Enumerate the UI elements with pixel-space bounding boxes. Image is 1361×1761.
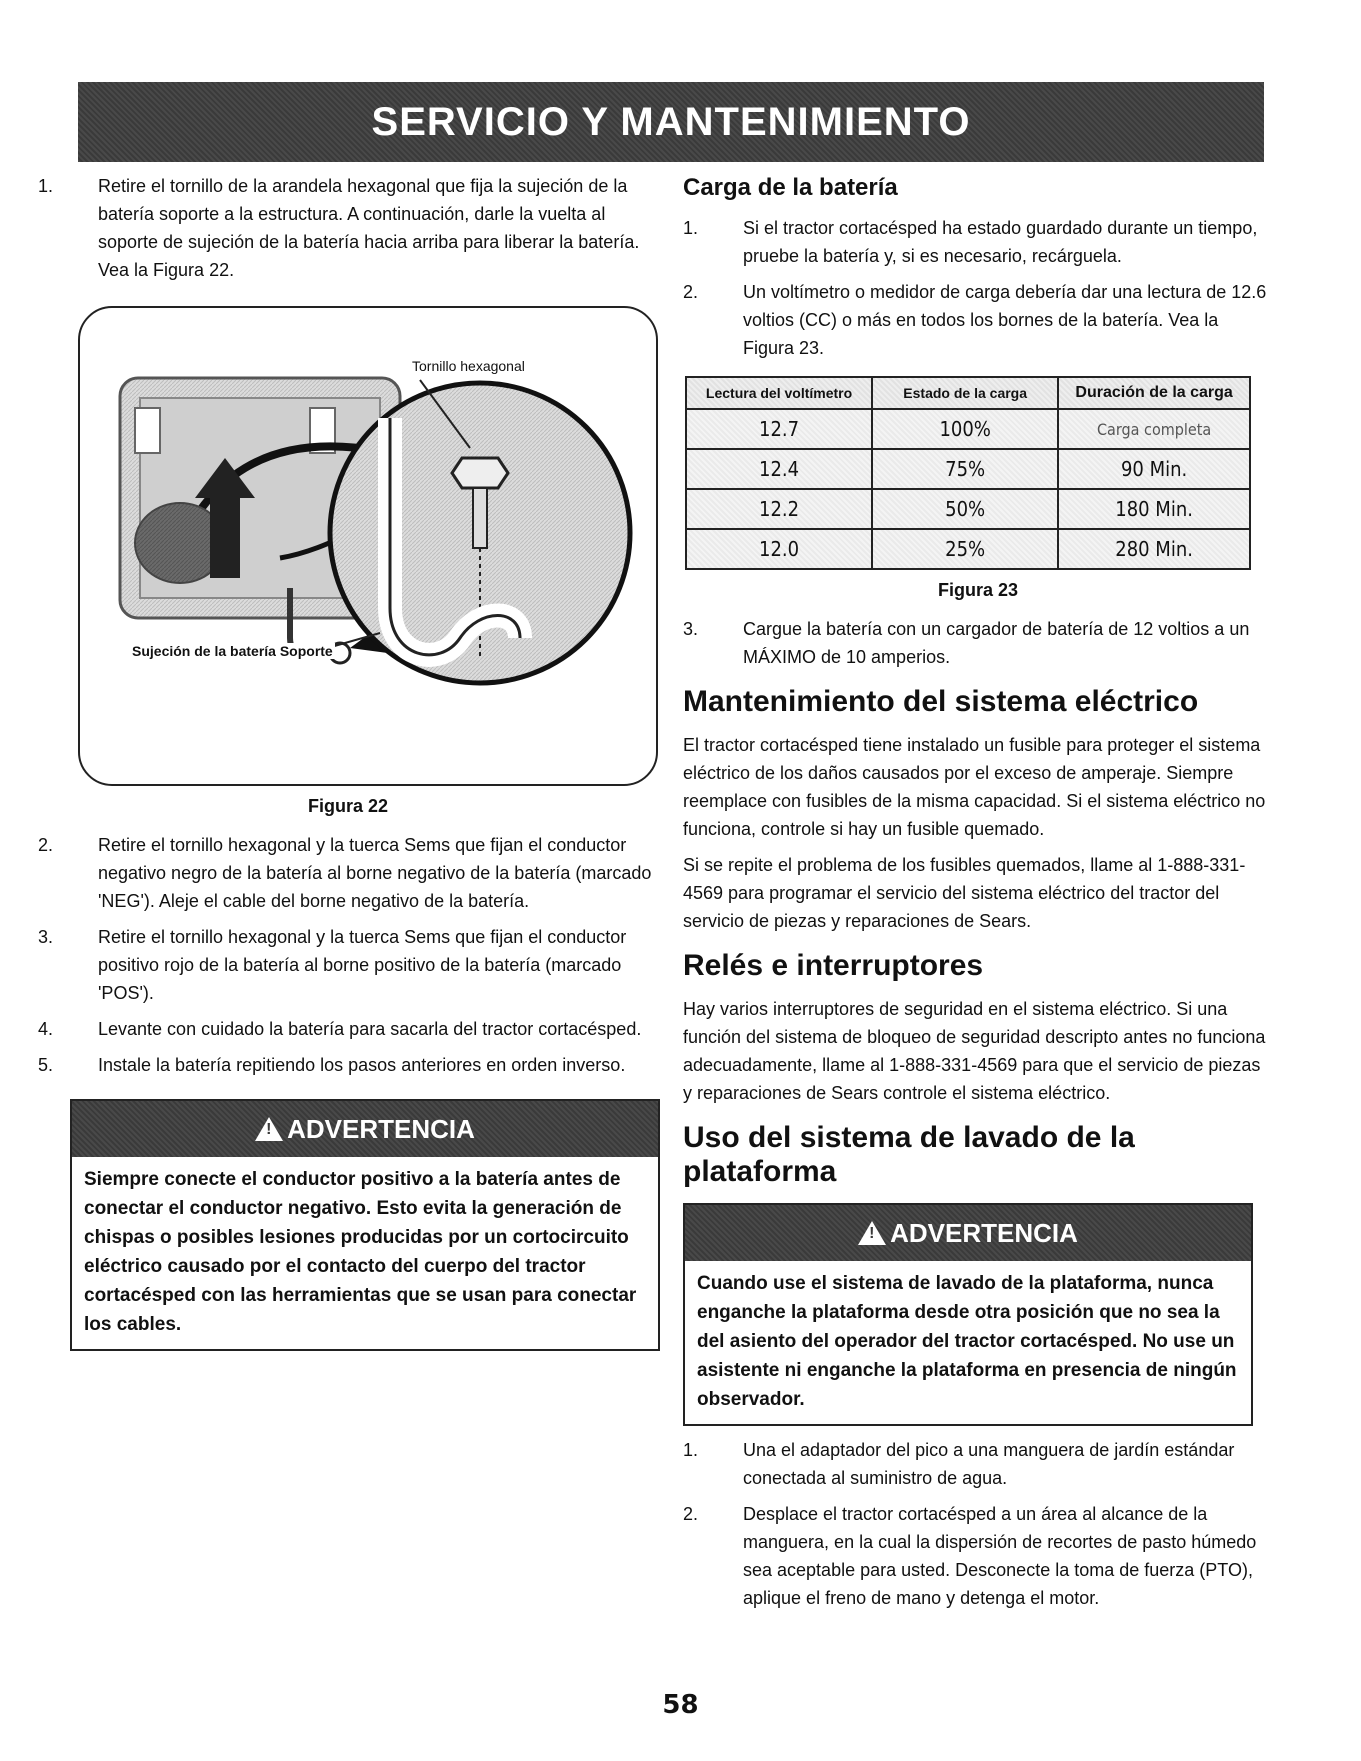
step-number: 2.	[683, 1504, 699, 1524]
step-text: Levante con cuidado la batería para sacarla del tractor cortacésped.	[98, 1019, 642, 1039]
list-item	[38, 831, 658, 915]
table-cell: 12.4	[686, 449, 872, 489]
section-banner	[78, 82, 1264, 162]
table-cell: 90 Min.	[1058, 449, 1250, 489]
column-header: Lectura del voltímetro	[686, 377, 872, 409]
step-text: Instale la batería repitiendo los pasos anteriores en orden inverso.	[98, 1055, 626, 1075]
paragraph: Si se repite el problema de los fusibles quemados, llame al 1-888-331-4569 para programar el servicio del sistema eléctrico del tractor del servicio de piezas y reparaciones de Sears.	[683, 855, 1246, 931]
paragraph: El tractor cortacésped tiene instalado un fusible para proteger el sistema eléctrico de los daños causados por el exceso de amperaje. Siempre reemplace con fusibles de la misma capacidad. Si el sistema eléctrico no funciona, controle si hay un fusible quemado.	[683, 735, 1266, 839]
list-item	[38, 172, 658, 284]
table-row	[686, 529, 1250, 569]
warning-title: ADVERTENCIA	[890, 1217, 1078, 1248]
step-number: 4.	[38, 1019, 54, 1039]
heading-relays-switches: Relés e interruptores	[683, 949, 984, 982]
step-text: Retire el tornillo de la arandela hexagonal que fija la sujeción de la batería soporte a la estructura. A continuación, darle la vuelta al soporte de sujeción de la batería hacia arriba para liberar la batería. Vea la Figura 22.	[98, 176, 640, 280]
list-item	[683, 214, 1273, 270]
list-item	[683, 615, 1273, 671]
warning-header	[72, 1101, 658, 1157]
table-cell: 12.7	[686, 409, 872, 449]
voltage-table	[685, 376, 1251, 570]
list-item	[38, 923, 658, 1007]
step-text: Retire el tornillo hexagonal y la tuerca Sems que fijan el conductor positivo rojo de la batería al borne positivo de la batería (marcado 'POS').	[98, 927, 627, 1003]
step-number: 1.	[683, 1440, 699, 1460]
step-text: Un voltímetro o medidor de carga debería dar una lectura de 12.6 voltios (CC) o más en todos los bornes de la batería. Vea la Figura 23.	[743, 282, 1267, 358]
page-title: SERVICIO Y MANTENIMIENTO	[371, 99, 971, 144]
page-number: 58	[662, 1690, 699, 1720]
warning-title: ADVERTENCIA	[287, 1113, 475, 1144]
step-text: Cargue la batería con un cargador de batería de 12 voltios a un MÁXIMO de 10 amperios.	[743, 619, 1250, 667]
table-cell: 12.2	[686, 489, 872, 529]
battery-bracket-illustration	[80, 308, 656, 784]
table-cell: 50%	[872, 489, 1058, 529]
table-cell: 12.0	[686, 529, 872, 569]
list-item	[683, 1500, 1273, 1612]
step-text: Desplace el tractor cortacésped a un área al alcance de la manguera, en la cual la dispersión de recortes de pasto húmedo sea aceptable para usted. Desconecte la toma de fuerza (PTO), aplique el freno de mano y detenga el motor.	[743, 1504, 1257, 1608]
list-item	[38, 1051, 658, 1079]
list-item	[683, 1436, 1273, 1492]
heading-battery-charge: Carga de la batería	[683, 174, 898, 201]
table-row	[686, 449, 1250, 489]
step-number: 2.	[683, 282, 699, 302]
heading-deck-wash: Uso del sistema de lavado de la plataforma	[683, 1121, 1135, 1188]
table-cell: 280 Min.	[1058, 529, 1250, 569]
warning-box	[70, 1099, 660, 1351]
figure-22	[78, 306, 658, 786]
left-column	[38, 172, 658, 1351]
warning-box	[683, 1203, 1253, 1426]
step-number: 1.	[683, 218, 699, 238]
table-cell: 75%	[872, 449, 1058, 489]
table-cell: 100%	[872, 409, 1058, 449]
step-text: Si el tractor cortacésped ha estado guardado durante un tiempo, pruebe la batería y, si es necesario, recárguela.	[743, 218, 1258, 266]
label-battery-bracket: Sujeción de la batería Soporte	[132, 643, 333, 659]
paragraph: Hay varios interruptores de seguridad en el sistema eléctrico. Si una función del sistema de bloqueo de seguridad descripto antes no funciona adecuadamente, llame al 1-888-331-4569 para que el servicio de piezas y reparaciones de Sears controle el sistema eléctrico.	[683, 999, 1266, 1103]
step-number: 3.	[683, 619, 699, 639]
table-row	[686, 489, 1250, 529]
step-number: 5.	[38, 1055, 54, 1075]
step-number: 2.	[38, 835, 54, 855]
table-cell: 25%	[872, 529, 1058, 569]
step-text: Retire el tornillo hexagonal y la tuerca Sems que fijan el conductor negativo negro de la batería al borne negativo de la batería (marcado 'NEG'). Aleje el cable del borne negativo de la batería.	[98, 835, 652, 911]
column-header: Duración de la carga	[1058, 377, 1250, 409]
column-header: Estado de la carga	[872, 377, 1058, 409]
figure-23-caption: Figura 23	[937, 580, 1019, 600]
right-column	[683, 172, 1273, 1620]
warning-header	[685, 1205, 1251, 1261]
step-number: 1.	[38, 176, 54, 196]
table-header-row	[686, 377, 1250, 409]
warning-text: Cuando use el sistema de lavado de la plataforma, nunca enganche la plataforma desde otra posición que no sea la del asiento del operador del tractor cortacésped. No use un asistente ni enganche la plataforma en presencia de ningún observador.	[697, 1273, 1237, 1410]
warning-triangle-icon	[858, 1221, 886, 1245]
table-cell: Carga completa	[1058, 409, 1250, 449]
warning-triangle-icon	[255, 1117, 283, 1141]
label-hex-bolt: Tornillo hexagonal	[412, 358, 525, 374]
table-cell: 180 Min.	[1058, 489, 1250, 529]
warning-text: Siempre conecte el conductor positivo a la batería antes de conectar el conductor negativo. Esto evita la generación de chispas o posibles lesiones producidas por un cortocircuito eléctrico causado por el contacto del cuerpo del tractor cortacésped con las herramientas que se usan para conectar los cables.	[84, 1169, 637, 1335]
list-item	[38, 1015, 658, 1043]
figure-22-caption: Figura 22	[307, 796, 389, 816]
step-number: 3.	[38, 927, 54, 947]
table-row	[686, 409, 1250, 449]
step-text: Una el adaptador del pico a una manguera de jardín estándar conectada al suministro de agua.	[743, 1440, 1235, 1488]
heading-electrical-maintenance: Mantenimiento del sistema eléctrico	[683, 685, 1199, 718]
list-item	[683, 278, 1273, 362]
